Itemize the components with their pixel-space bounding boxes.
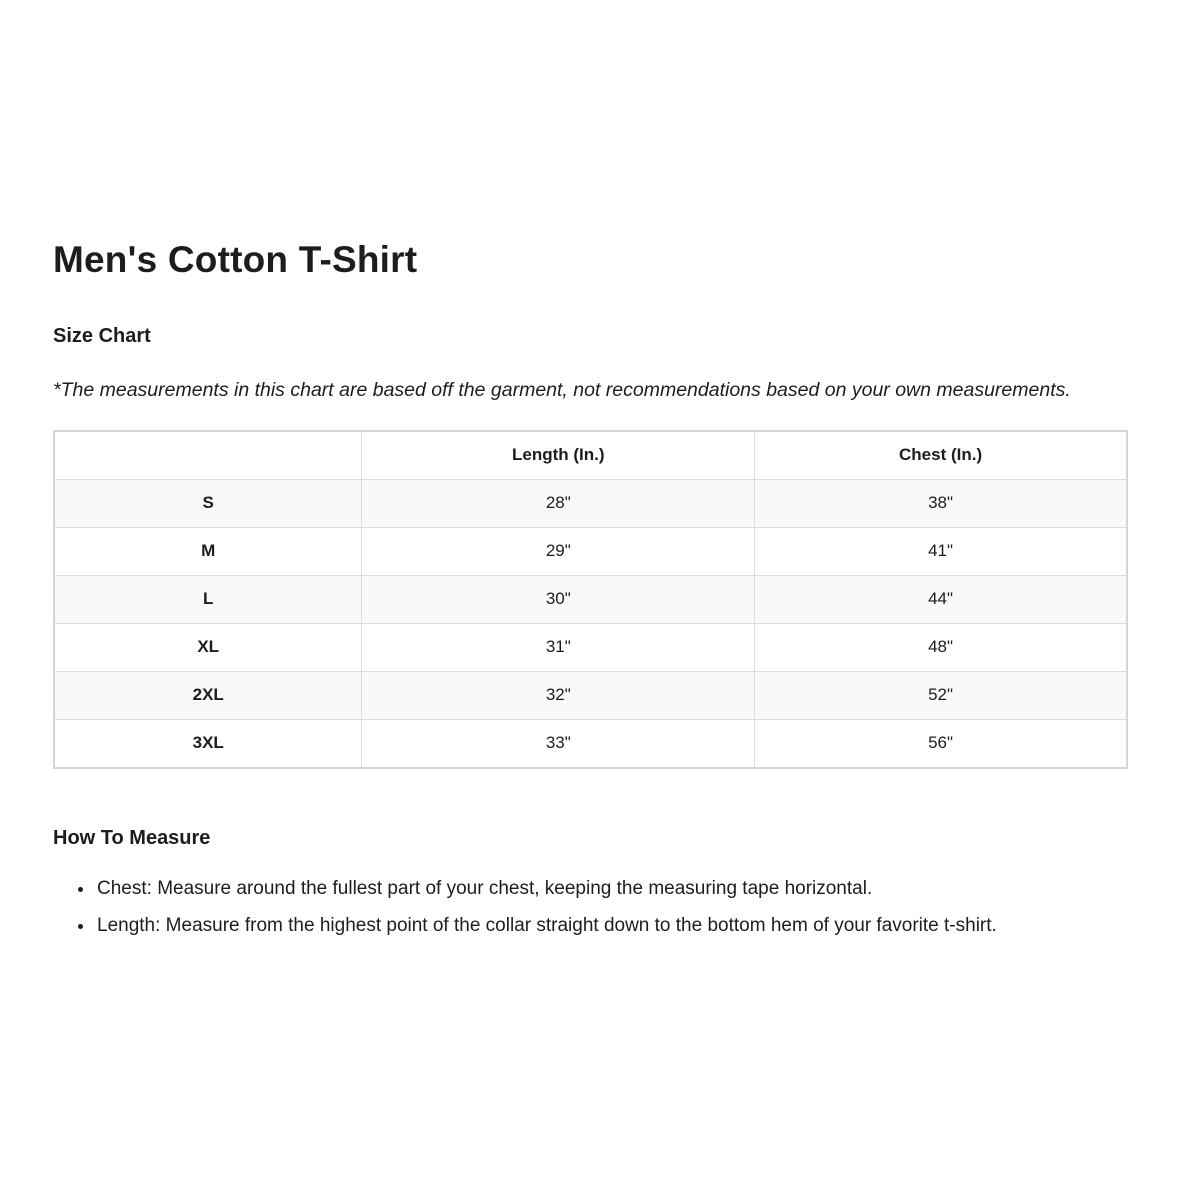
size-cell: M [54,527,362,575]
how-to-measure-heading: How To Measure [53,826,211,849]
measurement-disclaimer: *The measurements in this chart are based off the garment, not recommendations based on your own measurements. [53,379,1071,402]
measure-instruction-length: • Length: Measure from the highest point of the collar straight down to the bottom hem of your favorite t-shirt. [95,914,1128,938]
size-cell: 2XL [54,671,362,719]
column-header-chest: Chest (In.) [755,431,1127,480]
measure-instruction-chest: • Chest: Measure around the fullest part of your chest, keeping the measuring tape horizontal. [95,877,1128,901]
length-cell: 32" [362,671,755,719]
chest-cell: 44" [755,575,1127,623]
length-cell: 31" [362,623,755,671]
column-header-size [54,431,362,480]
how-to-measure-list [53,877,1128,938]
table-row-2xl [54,671,1127,719]
chest-cell: 41" [755,527,1127,575]
column-header-length: Length (In.) [362,431,755,480]
size-chart-heading: Size Chart [53,325,151,348]
size-cell: S [54,479,362,527]
size-cell: XL [54,623,362,671]
table-row-xl [54,623,1127,671]
table-row-s [54,479,1127,527]
table-row-l [54,575,1127,623]
chest-cell: 38" [755,479,1127,527]
size-cell: 3XL [54,719,362,768]
table-row-3xl [54,719,1127,768]
table-row-m [54,527,1127,575]
table-header-row [54,431,1127,480]
length-cell: 33" [362,719,755,768]
chest-cell: 56" [755,719,1127,768]
length-cell: 29" [362,527,755,575]
length-cell: 28" [362,479,755,527]
chest-cell: 52" [755,671,1127,719]
size-chart-table [53,430,1128,769]
size-cell: L [54,575,362,623]
length-cell: 30" [362,575,755,623]
page-title: Men's Cotton T-Shirt [53,239,418,280]
chest-cell: 48" [755,623,1127,671]
